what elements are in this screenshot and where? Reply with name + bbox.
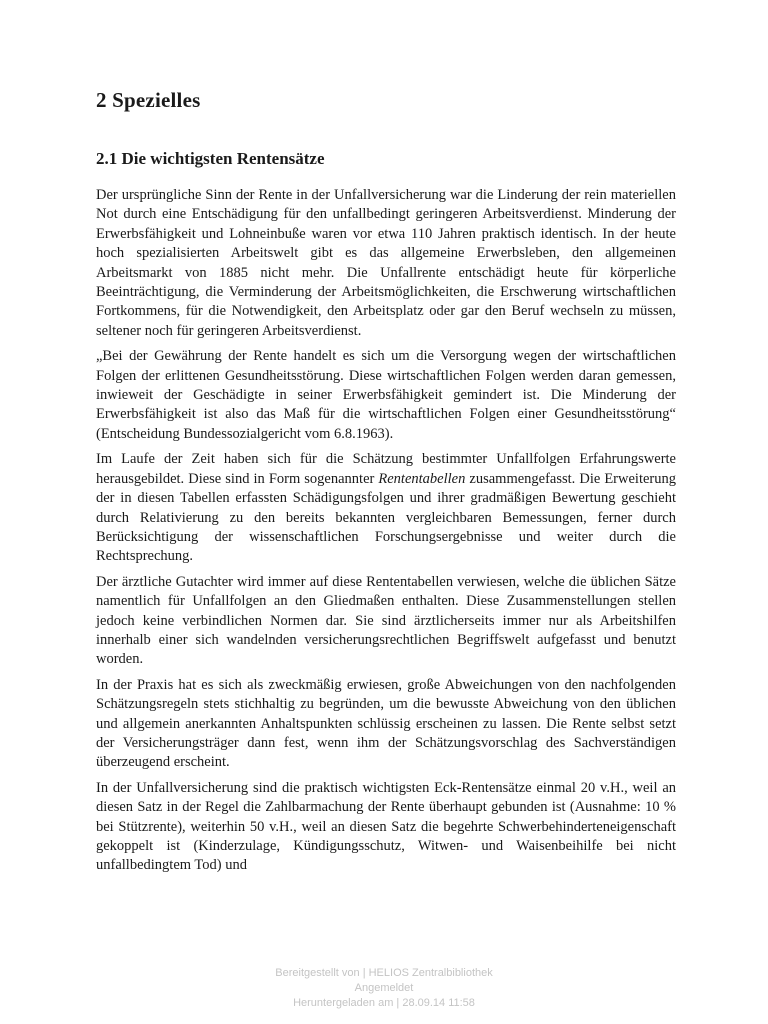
paragraph: „Bei der Gewährung der Rente handelt es sich um die Versorgung wegen der wirtschaftlichen Folgen der erlittenen Gesundheitsstörung. Diese wirtschaftlichen Folgen werden daran gemessen, inwieweit der Geschädigte in seiner Erwerbsfähigkeit gemindert ist. Die Minderung der Erwerbsfähigkeit ist also das Maß für die wirtschaftlichen Folgen einer Gesundheitsstörung“ (Entscheidung Bundessozialgericht vom 6.8.1963). — [96, 348, 676, 442]
paragraph: Der ursprüngliche Sinn der Rente in der Unfallversicherung war die Linderung der rein materiellen Not durch eine Entschädigung für den unfallbedingt geringeren Arbeitsverdienst. Minderung der Erwerbsfähigkeit und Lohneinbuße waren vor etwa 110 Jahren praktisch identisch. In der heute hoch spezialisierten Arbeitswelt gibt es das allgemeine Erwerbsleben, den allgemeinen Arbeitsmarkt von 1885 nicht mehr. Die Unfallrente entschädigt heute für körperliche Beeinträchtigung, die Verminderung der Arbeitsmöglichkeiten, die Erschwerung wirtschaftlichen Fortkommens, für die Notwendigkeit, den Arbeitsplatz oder gar den Beruf wechseln zu müssen, seltener noch für geringeren Arbeitsverdienst. — [96, 187, 676, 339]
paragraph: In der Unfallversicherung sind die praktisch wichtigsten Eck-Rentensätze einmal 20 v.H., weil an diesen Satz in der Regel die Zahlbarmachung der Rente überhaupt gebunden ist (Ausnahme: 10 % bei Stützrente), weiterhin 50 v.H., weil an diesen Satz die begehrte Schwerbehinderteneigenschaft gekoppelt ist (Kinderzulage, Kündigungsschutz, Witwen- und Waisenbeihilfe bei nicht unfallbedingtem Tod) und — [96, 779, 676, 874]
footer-login-line: Angemeldet — [354, 982, 414, 994]
chapter-title: 2 Spezielles — [96, 88, 201, 112]
download-watermark — [0, 966, 768, 1011]
emphasis-term: Rententabellen — [378, 470, 466, 487]
paragraph-text: zusammengefasst. Die Erweiterung der in diesen Tabellen erfassten Schädigungsfolgen und ihrer gradmäßigen Bewertung geschieht durch Relativierung zu den bereits bekannten vergleichbaren Bemessungen, ferner durch Berücksichtigung der wissenschaftlichen Forschungsergebnisse und weiter durch die Rechtsprechung. — [96, 470, 676, 565]
paragraph: In der Praxis hat es sich als zweckmäßig erwiesen, große Abweichungen von den nachfolgenden Schätzungsregeln stets stichhaltig zu begründen, um die bewusste Abweichung von den üblichen und allgemein anerkannten Anhaltspunkten schlüssig erscheinen zu lassen. Die Rente selbst setzt der Versicherungsträger dann fest, wenn ihm der Schätzungsvorschlag des Sachverständigen überzeugend erscheint. — [96, 676, 676, 771]
paragraph-text: Im Laufe der Zeit haben sich für die Schätzung bestimmter Unfallfolgen Erfahrungswerte herausgebildet. Diese sind in Form sogenannter — [96, 451, 676, 487]
footer-provider-line: Bereitgestellt von | HELIOS Zentralbibliothek — [275, 967, 493, 979]
paragraph — [96, 450, 676, 566]
section-title: 2.1 Die wichtigsten Rentensätze — [96, 149, 325, 168]
footer-download-line: Heruntergeladen am | 28.09.14 11:58 — [293, 997, 475, 1009]
body-text — [96, 186, 676, 882]
paragraph: Der ärztliche Gutachter wird immer auf diese Rententabellen verwiesen, welche die üblichen Sätze namentlich für Unfallfolgen an den Gliedmaßen enthalten. Diese Zusammenstellungen stellen jedoch keine verbindlichen Normen dar. Sie sind ärztlicherseits immer nur als Arbeitshilfen innerhalb einer sich wandelnden versicherungsrechtlichen Begriffswelt aufgefasst und benutzt worden. — [96, 573, 676, 668]
